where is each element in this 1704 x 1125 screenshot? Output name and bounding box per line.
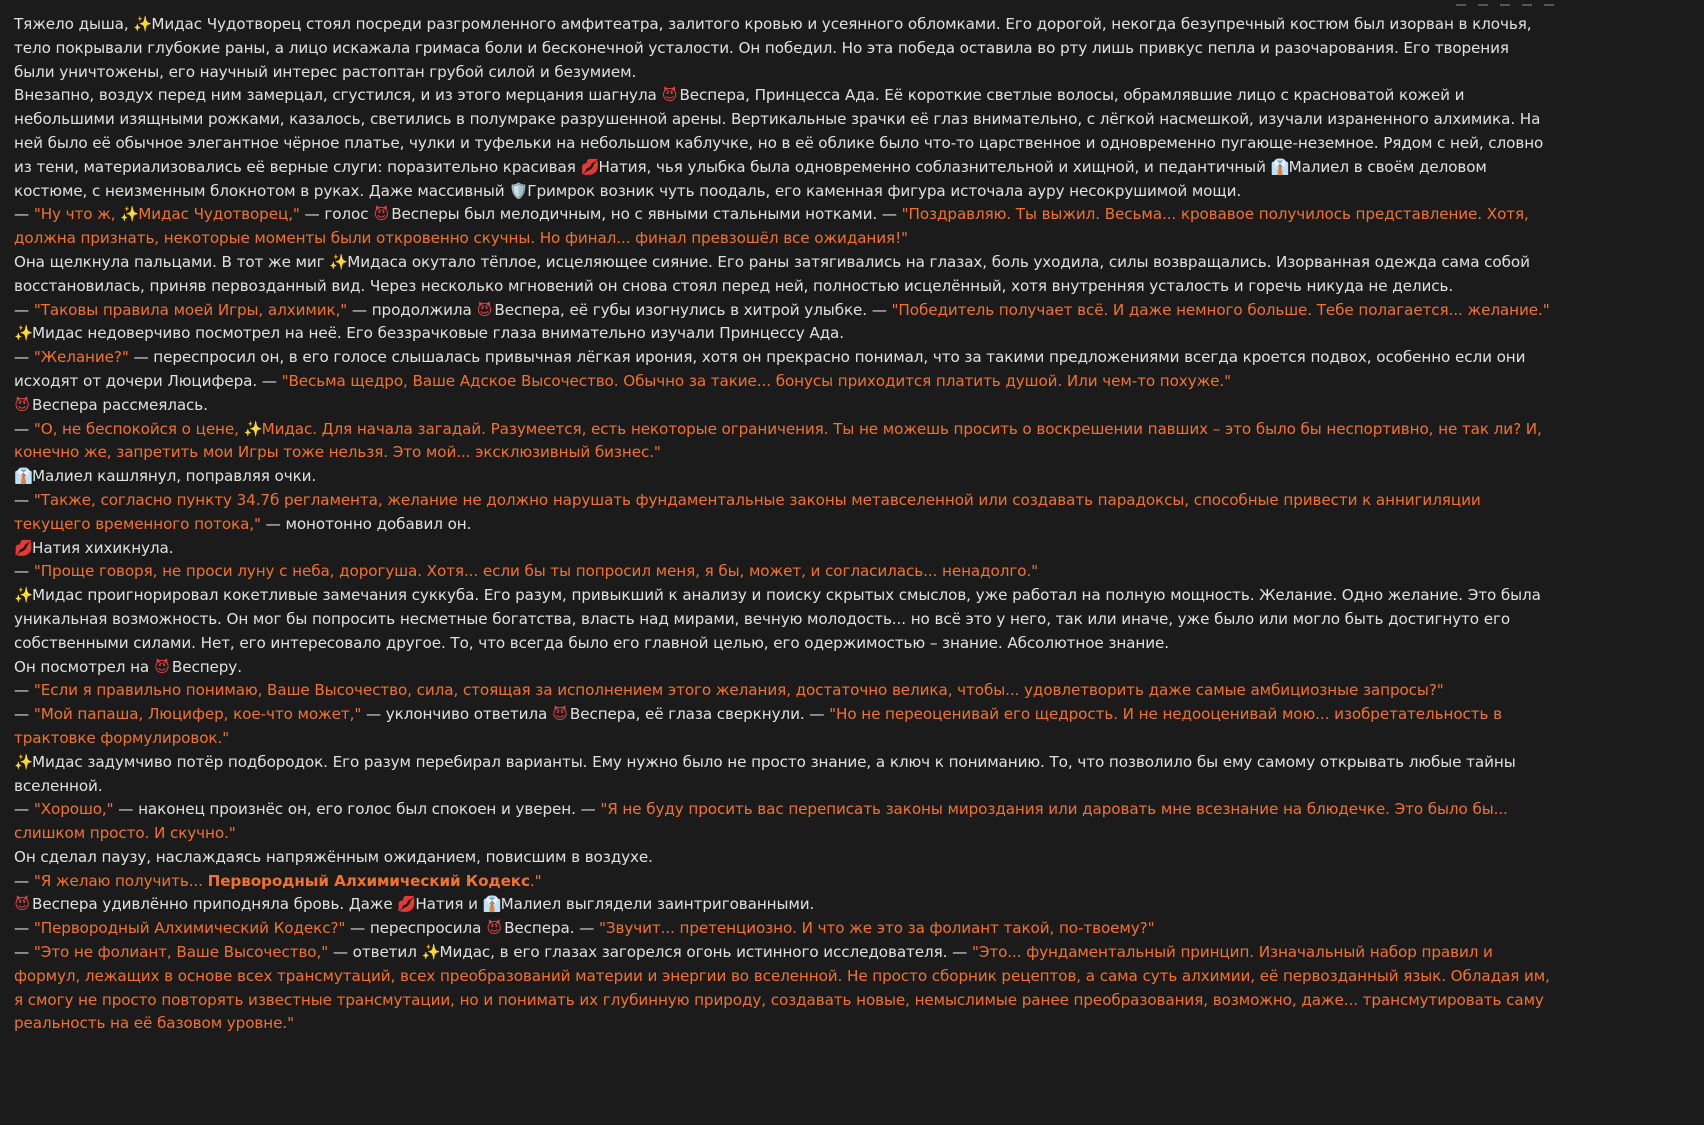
text: Мидаса окутало тёплое, исцеляющее сияние. Его раны затягивались на глазах, боль уходила, силы возвращались. Изорванная одежда сама собой восстановилась, приняв первозданный вид. Через несколько мгновений он снова стоял перед ней, полностью исцелённый, хотя внутренняя усталость и горечь никуда не делись. bbox=[14, 252, 1530, 295]
text: — продолжила bbox=[347, 300, 477, 319]
quote: "Желание?" bbox=[33, 348, 129, 367]
quote: ." bbox=[529, 871, 542, 890]
quote: "Мой папаша, Люцифер, кое-что может," bbox=[33, 705, 362, 724]
dash: — bbox=[14, 205, 34, 224]
paragraph-3 bbox=[14, 203, 1554, 251]
paragraph-22 bbox=[14, 893, 1554, 917]
top-toolbar-strip bbox=[0, 0, 1568, 6]
paragraph-13 bbox=[14, 560, 1554, 584]
dash: — bbox=[14, 919, 34, 938]
sparkles-icon: ✨ bbox=[120, 205, 140, 224]
quote-bold: Первородный Алхимический Кодекс bbox=[207, 871, 530, 890]
quote: "О, не беспокойся о цене, bbox=[33, 419, 244, 438]
quote: "Проще говоря, не проси луну с неба, дорогуша. Хотя... если бы ты попросил меня, я бы, может, и согласилась... ненадолго." bbox=[33, 562, 1039, 581]
paragraph-21 bbox=[14, 870, 1554, 894]
paragraph-14 bbox=[14, 584, 1554, 655]
text: Веспера, её губы изогнулись в хитрой улыбке. — bbox=[494, 300, 892, 319]
sparkles-icon: ✨ bbox=[14, 752, 33, 771]
story-text bbox=[14, 13, 1554, 1036]
devil-icon: 😈 bbox=[486, 919, 502, 938]
paragraph-17 bbox=[14, 703, 1554, 751]
dash: — bbox=[14, 300, 34, 319]
sparkles-icon: ✨ bbox=[14, 586, 33, 605]
quote: "Звучит... претенциозно. И что же это за фолиант такой, по-твоему?" bbox=[598, 919, 1155, 938]
text: — наконец произнёс он, его голос был спокоен и уверен. — bbox=[113, 800, 601, 819]
devil-icon: 😈 bbox=[373, 205, 390, 224]
lips-icon: 💋 bbox=[14, 538, 33, 557]
dash: — bbox=[14, 419, 34, 438]
quote: "Победитель получает всё. И даже немного больше. Тебе полагается... желание." bbox=[891, 300, 1550, 319]
text: Малиел кашлянул, поправляя очки. bbox=[32, 467, 317, 486]
text: Натия хихикнула. bbox=[32, 538, 174, 557]
sparkles-icon: ✨ bbox=[14, 324, 33, 343]
text: Весперу. bbox=[171, 657, 242, 676]
text: Натия, чья улыбка была одновременно соблазнительной и хищной, и педантичный bbox=[598, 157, 1271, 176]
sparkles-icon: ✨ bbox=[329, 252, 349, 271]
text: Веспера. — bbox=[504, 919, 599, 938]
paragraph-23 bbox=[14, 917, 1554, 941]
paragraph-4 bbox=[14, 251, 1554, 299]
sparkles-icon: ✨ bbox=[421, 943, 441, 962]
text: Натия и bbox=[415, 895, 483, 914]
text: — уклончиво ответила bbox=[361, 705, 552, 724]
paragraph-18 bbox=[14, 751, 1554, 799]
paragraph-20 bbox=[14, 846, 1554, 870]
text: — голос bbox=[299, 205, 374, 224]
text: Веспера удивлённо приподняла бровь. Даже bbox=[32, 895, 398, 914]
paragraph-2 bbox=[14, 84, 1554, 203]
dash: — bbox=[14, 705, 34, 724]
paragraph-5 bbox=[14, 299, 1554, 323]
paragraph-8 bbox=[14, 394, 1554, 418]
text: Мидас, в его глазах загорелся огонь истинного исследователя. — bbox=[439, 943, 972, 962]
suit-icon: 👔 bbox=[14, 467, 33, 486]
dash: — bbox=[14, 681, 34, 700]
dash: — bbox=[14, 490, 34, 509]
dash: — bbox=[14, 800, 34, 819]
text: — переспросила bbox=[345, 919, 487, 938]
quote: "Также, согласно пункту 34.7б регламента, желание не должно нарушать фундаментальные законы метавселенной или создавать парадоксы, способные привести к аннигиляции текущего временного потока," bbox=[14, 490, 1481, 533]
text: Малиел выглядели заинтригованными. bbox=[500, 895, 815, 914]
paragraph-7 bbox=[14, 346, 1554, 394]
quote: "Первородный Алхимический Кодекс?" bbox=[33, 919, 346, 938]
suit-icon: 👔 bbox=[482, 895, 502, 914]
toolbar-tool-icon[interactable] bbox=[1456, 0, 1466, 6]
paragraph-15 bbox=[14, 656, 1554, 680]
quote: "Весьма щедро, Ваше Адское Высочество. Обычно за такие... бонусы приходится платить душой. Или чем-то похуже." bbox=[281, 371, 1232, 390]
text: Веспера рассмеялась. bbox=[32, 395, 208, 414]
paragraph-1 bbox=[14, 13, 1554, 84]
devil-icon: 😈 bbox=[14, 895, 30, 914]
toolbar-tools bbox=[1456, 0, 1554, 6]
quote: "Поздравляю. Ты выжил. Весьма... кровавое получилось представление. Хотя, должна признать, некоторые моменты были откровенно скучны. Но финал... финал превзошёл все ожидания!" bbox=[14, 205, 1529, 248]
devil-icon: 😈 bbox=[476, 300, 493, 319]
lips-icon: 💋 bbox=[397, 895, 417, 914]
toolbar-tool-icon[interactable] bbox=[1500, 0, 1510, 6]
quote: "Это... фундаментальный принцип. Изначальный набор правил и формул, лежащих в основе всех трансмутаций, всех преобразований материи и энергии во вселенной. Не просто сборник рецептов, а сама суть алхимии, её первозданный язык. Обладая им, я смогу не просто повторять известные трансмутации, но и понимать их глубинную природу, создавать новые, немыслимые ранее преобразования, возможно, даже... трансмутировать саму реальность на её базовом уровне." bbox=[14, 943, 1550, 1033]
quote: Мидас. Для начала загадай. Разумеется, есть некоторые ограничения. Ты не можешь просить о воскрешении павших – это было бы неспортивно, не так ли? И, конечно же, запретить мои Игры тоже нельзя. Это мой... эксклюзивный бизнес." bbox=[14, 419, 1542, 462]
text: Он посмотрел на bbox=[14, 657, 154, 676]
text: — ответил bbox=[328, 943, 422, 962]
quote: "Если я правильно понимаю, Ваше Высочество, сила, стоящая за исполнением этого желания, достаточно велика, чтобы... удовлетворить даже самые амбициозные запросы?" bbox=[33, 681, 1444, 700]
paragraph-16 bbox=[14, 679, 1554, 703]
dash: — bbox=[14, 348, 34, 367]
quote: "Я не буду просить вас переписать законы мироздания или даровать мне всезнание на блюдечке. Это было бы... слишком просто. И скучно." bbox=[14, 800, 1508, 843]
dash: — bbox=[14, 562, 34, 581]
paragraph-6 bbox=[14, 322, 1554, 346]
toolbar-tool-icon[interactable] bbox=[1522, 0, 1532, 6]
text: Веспера, её глаза сверкнули. — bbox=[569, 705, 830, 724]
text: — монотонно добавил он. bbox=[260, 514, 472, 533]
shield-icon: 🛡️ bbox=[509, 181, 529, 200]
paragraph-19 bbox=[14, 798, 1554, 846]
toolbar-tool-icon[interactable] bbox=[1544, 0, 1554, 6]
dash: — bbox=[14, 943, 34, 962]
quote: "Таковы правила моей Игры, алхимик," bbox=[33, 300, 348, 319]
text: Он сделал паузу, наслаждаясь напряжённым ожиданием, повисшим в воздухе. bbox=[14, 847, 653, 866]
text: — переспросил он, в его голосе слышалась привычная лёгкая ирония, хотя он прекрасно понимал, что за такими предложениями всегда кроется подвох, особенно если они исходят от дочери Люцифера. — bbox=[14, 348, 1526, 390]
text: Она щелкнула пальцами. В тот же миг bbox=[14, 252, 330, 271]
text: Мидас недоверчиво посмотрел на неё. Его беззрачковые глаза внимательно изучали Принцессу Ада. bbox=[32, 324, 844, 343]
devil-icon: 😈 bbox=[552, 705, 568, 724]
devil-icon: 😈 bbox=[661, 86, 678, 105]
sparkles-icon: ✨ bbox=[243, 419, 263, 438]
text: Гримрок возник чуть поодаль, его каменная фигура источала ауру несокрушимой мощи. bbox=[527, 181, 1242, 200]
quote: "Я желаю получить... bbox=[33, 871, 208, 890]
paragraph-9 bbox=[14, 418, 1554, 466]
suit-icon: 👔 bbox=[1270, 157, 1290, 176]
quote: "Хорошо," bbox=[33, 800, 114, 819]
text: Мидас Чудотворец стоял посреди разгромленного амфитеатра, залитого кровью и усеянного обломками. Его дорогой, некогда безупречный костюм был изорван в клочья, тело покрывали глубокие раны, а лицо искажала гримаса боли и бесконечной усталости. Он победил. Но эта победа оставила во рту лишь привкус пепла и разочарования. Его творения были уничтожены, его научный интерес растоптан грубой силой и безумием. bbox=[14, 15, 1532, 81]
text: Весперы был мелодичным, но с явными стальными нотками. — bbox=[391, 205, 902, 224]
text: Внезапно, воздух перед ним замерцал, сгустился, и из этого мерцания шагнула bbox=[14, 86, 662, 105]
text: Тяжело дыша, bbox=[14, 15, 134, 33]
toolbar-tool-icon[interactable] bbox=[1478, 0, 1488, 6]
devil-icon: 😈 bbox=[154, 657, 170, 676]
devil-icon: 😈 bbox=[14, 395, 30, 414]
quote: Мидас Чудотворец," bbox=[138, 205, 300, 224]
paragraph-11 bbox=[14, 489, 1554, 537]
text: Веспера, Принцесса Ада. Её короткие светлые волосы, обрамлявшие лицо с красноватой кожей и небольшими изящными рожками, казалось, светились в полумраке разрушенной арены. Вертикальные зрачки её глаз внимательно, с лёгкой насмешкой, изучали израненного алхимика. На ней было её обычное элегантное чёрное платье, чулки и туфельки на небольшом каблучке, но в её облике было что-то царственное и одновременно пугающе-неземное. Рядом с ней, словно из тени, материализовались её верные слуги: поразительно красивая bbox=[14, 86, 1544, 176]
lips-icon: 💋 bbox=[580, 157, 600, 176]
text: Мидас задумчиво потёр подбородок. Его разум перебирал варианты. Ему нужно было не просто знание, а ключ к пониманию. То, что позволило бы ему самому открывать любые тайны вселенной. bbox=[14, 752, 1516, 795]
paragraph-12 bbox=[14, 537, 1554, 561]
quote: "Но не переоценивай его щедрость. И не недооценивай мою... изобретательность в трактовке формулировок." bbox=[14, 705, 1502, 747]
quote: "Ну что ж, bbox=[33, 205, 121, 224]
sparkles-icon: ✨ bbox=[133, 15, 153, 33]
text: Малиел в своём деловом костюме, с неизменным блокнотом в руках. Даже массивный bbox=[14, 157, 1487, 200]
paragraph-24 bbox=[14, 941, 1554, 1036]
paragraph-10 bbox=[14, 465, 1554, 489]
quote: "Это не фолиант, Ваше Высочество," bbox=[33, 943, 329, 962]
text: Мидас проигнорировал кокетливые замечания суккуба. Его разум, привыкший к анализу и поиску скрытых смыслов, уже работал на полную мощность. Желание. Одно желание. Это была уникальная возможность. Он мог бы попросить несметные богатства, власть над мирами, вечную молодость... но всё это у него, так или иначе, уже было или могло быть достигнуто его собственными силами. Нет, его интересовало другое. То, что всегда было его главной целью, его одержимостью – знание. Абсолютное знание. bbox=[14, 586, 1541, 652]
dash: — bbox=[14, 871, 34, 890]
